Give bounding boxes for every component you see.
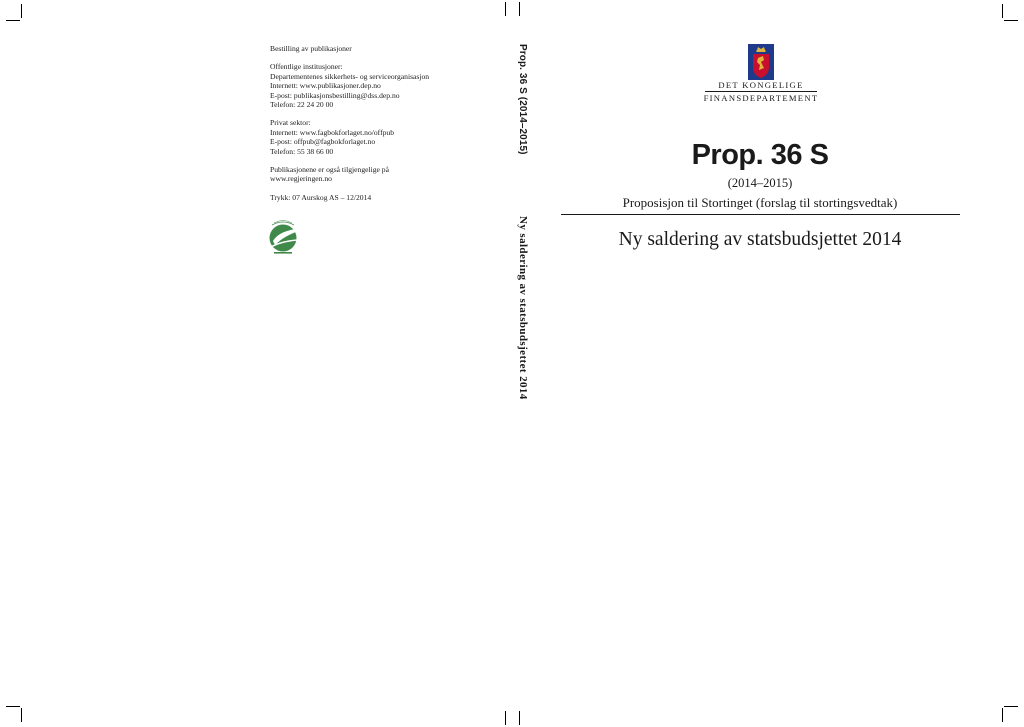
coat-of-arms-icon	[748, 44, 774, 80]
crop-mark	[1002, 708, 1003, 722]
crop-mark	[6, 20, 20, 21]
swan-ecolabel-icon	[268, 219, 300, 255]
document-title: Ny saldering av statsbudsjettet 2014	[618, 229, 902, 250]
crop-mark	[505, 711, 506, 725]
print-info: Trykk: 07 Aurskog AS – 12/2014	[270, 192, 372, 202]
private-phone: Telefon: 55 38 66 00	[270, 146, 334, 156]
crop-mark	[21, 708, 22, 722]
private-email: E-post: offpub@fagbokforlaget.no	[270, 137, 376, 147]
crop-mark	[6, 706, 20, 707]
crop-mark	[1004, 20, 1018, 21]
private-internet: Internett: www.fagbokforlaget.no/offpub	[270, 127, 394, 137]
crop-mark	[21, 4, 22, 18]
public-org: Departementenes sikkerhets- og serviceorganisasjon	[270, 71, 430, 81]
proposition-subtitle: Proposisjon til Stortinget (forslag til stortingsvedtak)	[622, 195, 898, 210]
ministry-logo	[696, 44, 826, 103]
spine-title: Ny saldering av statsbudsjettet 2014	[517, 216, 529, 400]
public-email: E-post: publikasjonsbestilling@dss.dep.no	[270, 90, 400, 100]
availability-url: www.regjeringen.no	[270, 174, 332, 184]
private-label: Privat sektor:	[270, 118, 311, 128]
title-divider	[561, 214, 960, 215]
public-label: Offentlige institusjoner:	[270, 62, 343, 72]
logo-line-2: FINANSDEPARTEMENT	[703, 93, 819, 103]
crop-mark	[1002, 4, 1003, 18]
spine-prop-label: Prop. 36 S (2014–2015)	[517, 44, 528, 155]
session-year: (2014–2015)	[727, 176, 793, 190]
public-phone: Telefon: 22 24 20 00	[270, 100, 334, 110]
publication-order-info	[270, 44, 490, 202]
logo-line-1: DET KONGELIGE	[718, 80, 804, 90]
public-internet: Internett: www.publikasjoner.dep.no	[270, 81, 381, 91]
crop-mark	[519, 2, 520, 16]
crop-mark	[519, 711, 520, 725]
proposition-number: Prop. 36 S	[691, 139, 829, 171]
order-heading: Bestilling av publikasjoner	[270, 44, 352, 53]
crop-mark	[1004, 706, 1018, 707]
availability-line: Publikasjonene er også tilgjengelige på	[270, 165, 389, 175]
crop-mark	[505, 2, 506, 16]
